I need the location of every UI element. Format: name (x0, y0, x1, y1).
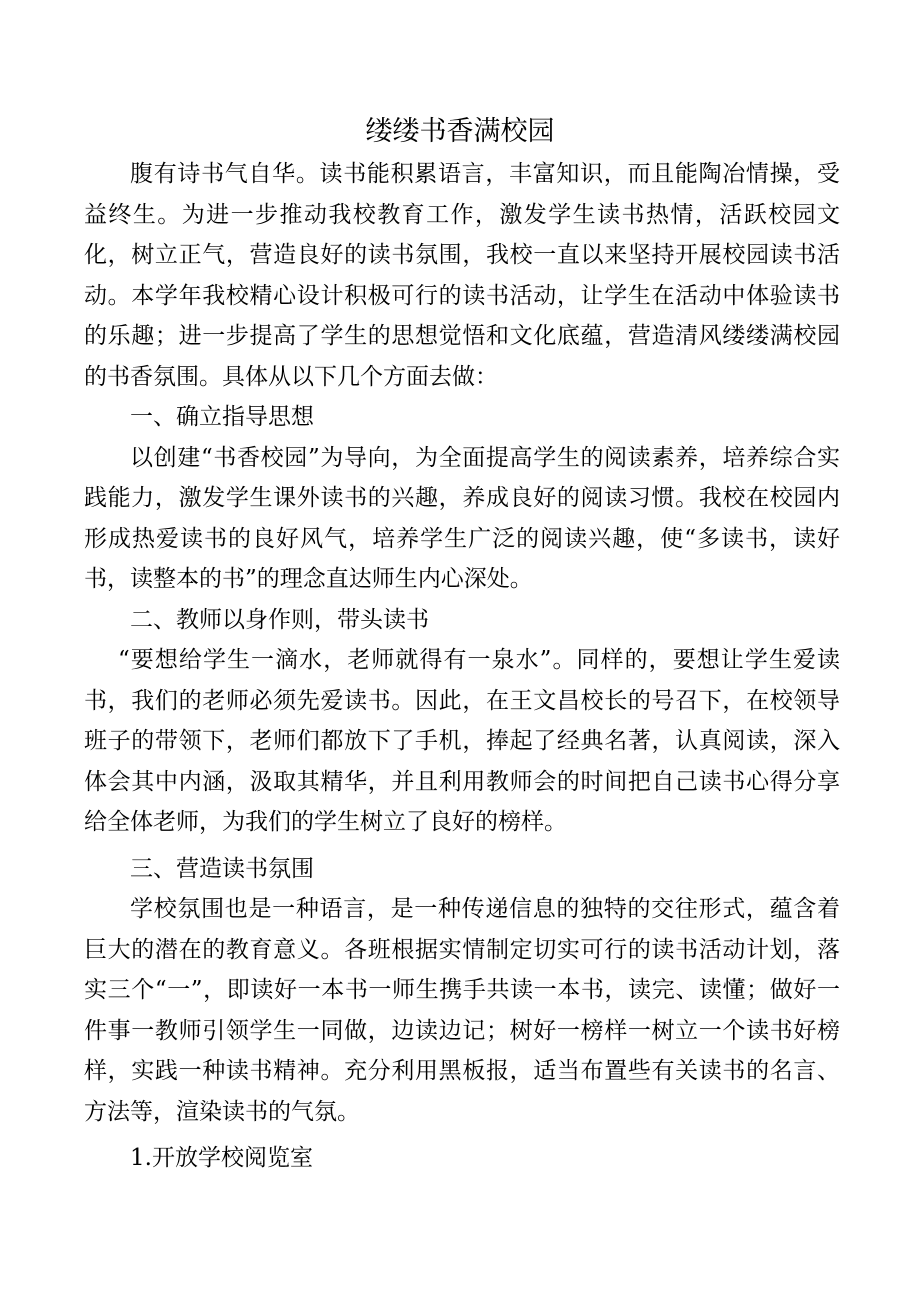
section-paragraph-2: “要想给学生一滴水，老师就得有一泉水”。同样的，要想让学生爱读书，我们的老师必须先爱读书。因此，在王文昌校长的号召下，在校领导班子的带领下，老师们都放下了手机，捧起了经典名著，认真阅读，深入体会其中内涵，汲取其精华，并且利用教师会的时间把自己读书心得分享给全体老师，为我们的学生树立了良好的榜样。 (84, 647, 840, 835)
section-heading-3: 三、营造读书氛围 (130, 855, 314, 882)
section-paragraph-3: 学校氛围也是一种语言，是一种传递信息的独特的交往形式，蕴含着巨大的潜在的教育意义。各班根据实情制定切实可行的读书活动计划，落实三个“一”，即读好一本书一师生携手共读一本书，读完、读懂；做好一件事一教师引领学生一同做，边读边记；树好一榜样一树立一个读书好榜样，实践一种读书精神。充分利用黑板报，适当布置些有关读书的名言、方法等，渲染读书的气氛。 (84, 896, 840, 1125)
section-heading-2: 二、教师以身作则，带头读书 (130, 606, 429, 633)
document-title: 缕缕书香满校园 (365, 116, 555, 147)
section-paragraph-1: 以创建“书香校园”为导向，为全面提高学生的阅读素养，培养综合实践能力，激发学生课外读书的兴趣，养成良好的阅读习惯。我校在校园内形成热爱读书的良好风气，培养学生广泛的阅读兴趣，使“多读书，读好书，读整本的书”的理念直达师生内心深处。 (84, 444, 840, 592)
subsection-heading-1: 1.开放学校阅览室 (130, 1145, 313, 1171)
intro-paragraph: 腹有诗书气自华。读书能积累语言，丰富知识，而且能陶冶情操，受益终生。为进一步推动我校教育工作，激发学生读书热情，活跃校园文化，树立正气，营造良好的读书氛围，我校一直以来坚持开展校园读书活动。本学年我校精心设计积极可行的读书活动，让学生在活动中体验读书的乐趣；进一步提高了学生的思想觉悟和文化底蕴，营造清风缕缕满校园的书香氛围。具体从以下几个方面去做： (84, 161, 840, 390)
document-body (84, 154, 840, 1179)
section-heading-1: 一、确立指导思想 (130, 404, 314, 430)
